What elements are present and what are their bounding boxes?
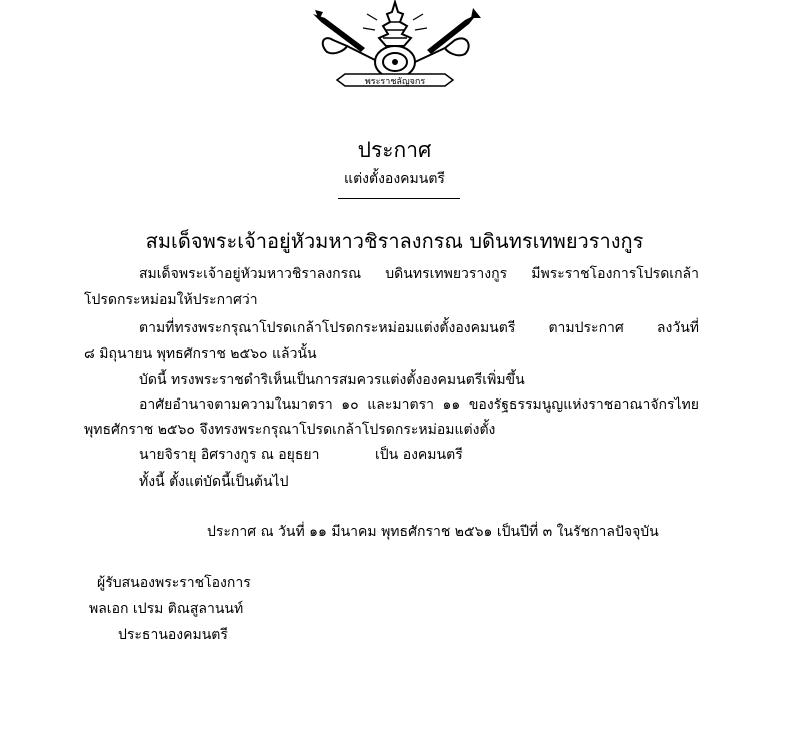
title-divider [338,198,460,199]
body-paragraph-3: บัดนี้ ทรงพระราชดำริเห็นเป็นการสมควรแต่งตั้งองคมนตรีเพิ่มขึ้น [139,372,525,388]
royal-name-heading: สมเด็จพระเจ้าอยู่หัวมหาวชิราลงกรณ บดินทรเทพยวรางกูร [145,229,644,253]
effective-clause: ทั้งนี้ ตั้งแต่บัดนี้เป็นต้นไป [139,474,289,490]
dateline: ประกาศ ณ วันที่ ๑๑ มีนาคม พุทธศักราช ๒๕๖๑ เป็นปีที่ ๓ ในรัชกาลปัจจุบัน [207,524,659,540]
emblem-ribbon-text: พระราชลัญจกร [364,77,426,87]
document-subtitle: แต่งตั้งองคมนตรี [344,171,445,187]
body-paragraph-4-line-2: พุทธศักราช ๒๕๖๐ จึงทรงพระกรุณาโปรดเกล้าโปรดกระหม่อมแต่งตั้ง [84,422,496,438]
body-paragraph-4-line-1: อาศัยอำนาจตามความในมาตรา ๑๐ และมาตรา ๑๑ ของรัฐธรรมนูญแห่งราชอาณาจักรไทย [139,397,699,413]
signatory-title: ประธานองคมนตรี [118,627,228,643]
body-paragraph-2-line-2: ๘ มิถุนายน พุทธศักราช ๒๕๖๐ แล้วนั้น [84,346,317,362]
royal-emblem-icon [305,0,485,100]
appointee-role: เป็น องคมนตรี [375,447,463,463]
appointee-name: นายจิรายุ อิศรางกูร ณ อยุธยา [139,447,320,463]
document-title: ประกาศ [357,138,432,162]
body-paragraph-1-line-1: สมเด็จพระเจ้าอยู่หัวมหาวชิราลงกรณ บดินทรเทพยวรางกูร มีพระราชโองการโปรดเกล้า [139,266,699,282]
body-paragraph-2-line-1: ตามที่ทรงพระกรุณาโปรดเกล้าโปรดกระหม่อมแต่งตั้งองคมนตรี ตามประกาศ ลงวันที่ [139,320,699,336]
signatory-name: พลเอก เปรม ติณสูลานนท์ [89,601,244,617]
body-paragraph-1-line-2: โปรดกระหม่อมให้ประกาศว่า [84,292,258,308]
countersign-label: ผู้รับสนองพระราชโองการ [97,575,251,591]
